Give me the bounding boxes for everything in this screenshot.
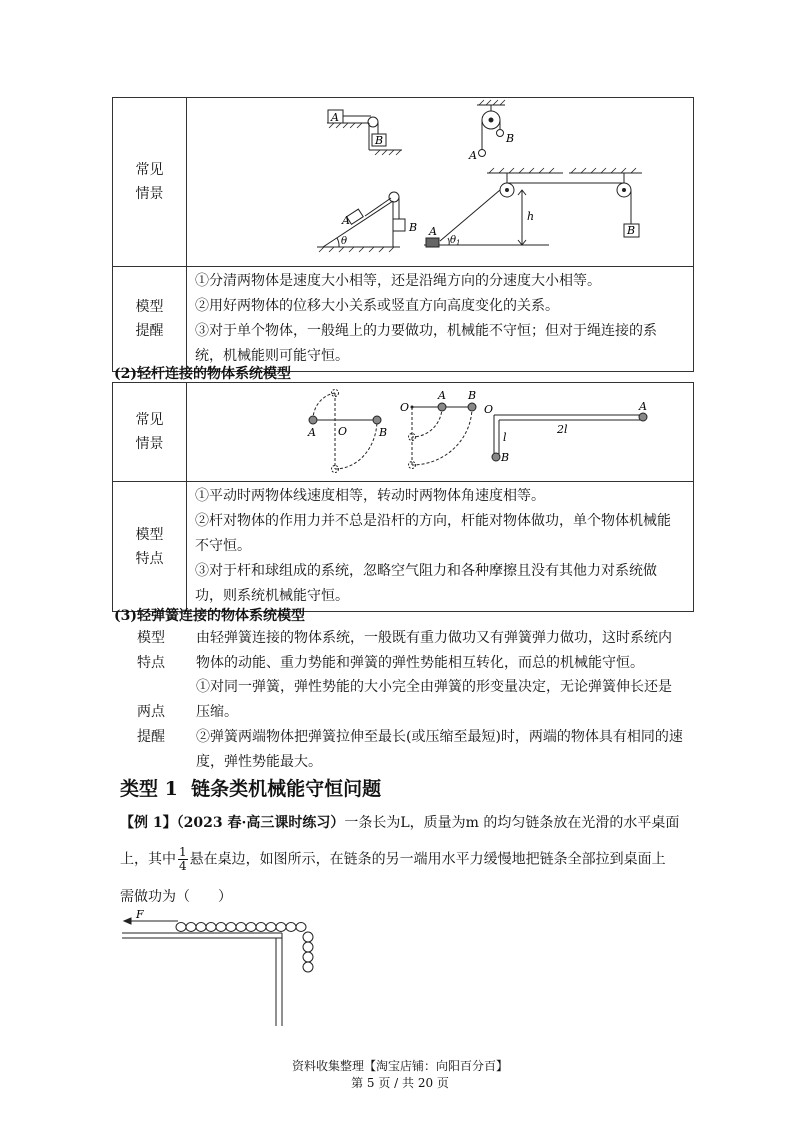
feature-line: 不守恒。 <box>195 538 251 554</box>
example-1-line-2 <box>120 846 692 873</box>
feature-line: 由轻弹簧连接的物体系统，一般既有重力做功又有弹簧弹力做功，这时系统内 <box>196 630 672 646</box>
label-line: 特点 <box>137 655 165 671</box>
fig1-label-a: A <box>308 426 316 439</box>
ball-a <box>639 413 647 421</box>
label-line: 提醒 <box>137 729 165 745</box>
label-line: 模型 <box>137 630 165 646</box>
type-1-heading: 类型 1 链条类机械能守恒问题 <box>120 778 382 800</box>
reminder-line: 度，弹性势能最大。 <box>196 754 322 770</box>
fig4-label-b: B <box>627 224 636 237</box>
label-line: 常见 <box>135 162 164 178</box>
footer-source: 资料收集整理【淘宝店铺：向阳百分百】 <box>291 1059 508 1073</box>
feature-line: ①平动时两物体线速度相等，转动时两物体角速度相等。 <box>195 488 545 504</box>
example-source: （2023 春·高三课时练习） <box>176 815 345 831</box>
fig3-label-2l: 2l <box>557 423 568 436</box>
rod-diagrams <box>187 383 693 481</box>
page-number: 第 5 页 / 共 20 页 <box>351 1076 449 1090</box>
chain-on-table-figure <box>118 908 328 1028</box>
incline-pulley-figure <box>317 192 405 252</box>
fraction-numerator: 1 <box>179 845 187 859</box>
fig2-label-a: A <box>469 149 477 162</box>
fig2-label-a: A <box>438 389 446 402</box>
rope-scenario-figures <box>187 98 694 267</box>
force-label: F <box>136 908 144 921</box>
rope-reminder-text <box>187 267 694 372</box>
fig1-label-a: A <box>331 111 339 124</box>
fig1-label-b: B <box>375 134 384 147</box>
fig3-label-a: A <box>342 214 350 227</box>
theta-subscript: 1 <box>456 239 461 247</box>
example-1-line-3 <box>120 884 692 910</box>
feature-line: ②杆对物体的作用力并不总是沿杆的方向，杆能对物体做功，单个物体机械能 <box>195 513 671 529</box>
ball-b <box>373 416 381 424</box>
theta-glyph: θ <box>450 235 457 246</box>
spring-reminder-label <box>137 700 177 750</box>
fig3-label-l: l <box>503 431 507 444</box>
ball-b <box>492 453 500 461</box>
feature-line: 功，则系统机械能守恒。 <box>195 588 349 604</box>
fig2-label-o: O <box>400 401 410 414</box>
reminder-line: ①对同一弹簧，弹性势能的大小完全由弹簧的形变量决定，无论弹簧伸长还是 <box>196 679 672 695</box>
feature-line: ③对于杆和球组成的系统，忽略空气阻力和各种摩擦且没有其他力对系统做 <box>195 563 657 579</box>
ball-b <box>468 403 476 411</box>
spring-reminder-text <box>196 675 696 775</box>
example-1-line-1 <box>120 810 692 836</box>
label-line: 特点 <box>135 550 164 567</box>
fig1-label-b: B <box>379 426 388 439</box>
example-question: 需做功为（ ） <box>120 889 232 905</box>
reminder-line: 压缩。 <box>196 704 238 720</box>
label-line: 提醒 <box>135 323 164 339</box>
label-line: 模型 <box>135 299 164 315</box>
ball-a <box>438 403 446 411</box>
fig4-theta1 <box>450 235 461 247</box>
label-line: 情景 <box>135 186 164 202</box>
reminder-label <box>113 267 187 372</box>
fig3-label-a: A <box>639 400 647 413</box>
reminder-line: ③对于单个物体，一般绳上的力要做功，机械能不守恒；但对于绳连接的系 <box>195 323 657 339</box>
spring-feature-text <box>196 626 696 676</box>
reminder-line: 统，机械能则可能守恒。 <box>195 348 349 364</box>
label-line: 两点 <box>137 704 165 720</box>
section-3-title: (3)轻弹簧连接的物体系统模型 <box>114 608 305 624</box>
rope-model-table <box>112 97 694 372</box>
scenario-label <box>113 383 187 482</box>
fig3-label-b: B <box>409 221 418 234</box>
fig3-label-b: B <box>501 451 510 464</box>
label-line: 情景 <box>135 436 164 452</box>
example-text: 一条长为L，质量为m 的均匀链条放在光滑的水平桌面 <box>344 815 680 831</box>
two-pulley-figure <box>424 168 642 245</box>
chain-links <box>176 923 313 973</box>
example-tag: 【例 1】 <box>120 815 177 831</box>
fig4-label-a: A <box>429 225 437 238</box>
fraction-one-quarter <box>178 846 188 873</box>
section-2-title: (2)轻杆连接的物体系统模型 <box>114 366 291 382</box>
rod-scenario-figures <box>187 383 694 482</box>
spring-feature-label <box>137 626 177 676</box>
fig4-label-h: h <box>527 210 535 223</box>
label-line: 常见 <box>135 412 164 428</box>
hanging-pulley-figure <box>477 100 505 157</box>
fig1-label-o: O <box>338 425 348 438</box>
reminder-line: ②用好两物体的位移大小关系或竖直方向高度变化的关系。 <box>195 298 559 314</box>
example-text: 上，其中 <box>120 851 176 868</box>
rope-diagrams <box>187 98 693 266</box>
fig2-label-b: B <box>468 389 477 402</box>
reminder-line: ②弹簧两端物体把弹簧拉伸至最长(或压缩至最短)时，两端的物体具有相同的速 <box>196 729 683 745</box>
fraction-denominator: 4 <box>179 859 187 873</box>
fig3-label-o: O <box>484 403 494 416</box>
rod-model-table <box>112 382 694 612</box>
scenario-label <box>113 98 187 267</box>
rod-feature-text <box>187 482 694 612</box>
rod-end-pivot-figure <box>409 407 473 469</box>
label-line: 模型 <box>135 526 164 543</box>
example-text: 悬在桌边，如图所示，在链条的另一端用水平力缓慢地把链条全部拉到桌面上 <box>189 851 666 868</box>
feature-label <box>113 482 187 612</box>
ball-a <box>309 416 317 424</box>
fig2-label-b: B <box>506 132 515 145</box>
block-a <box>426 238 439 247</box>
reminder-line: ①分清两物体是速度大小相等，还是沿绳方向的分速度大小相等。 <box>195 273 601 289</box>
feature-line: 物体的动能、重力势能和弹簧的弹性势能相互转化，而总的机械能守恒。 <box>196 655 644 671</box>
fig3-theta: θ <box>341 236 348 247</box>
